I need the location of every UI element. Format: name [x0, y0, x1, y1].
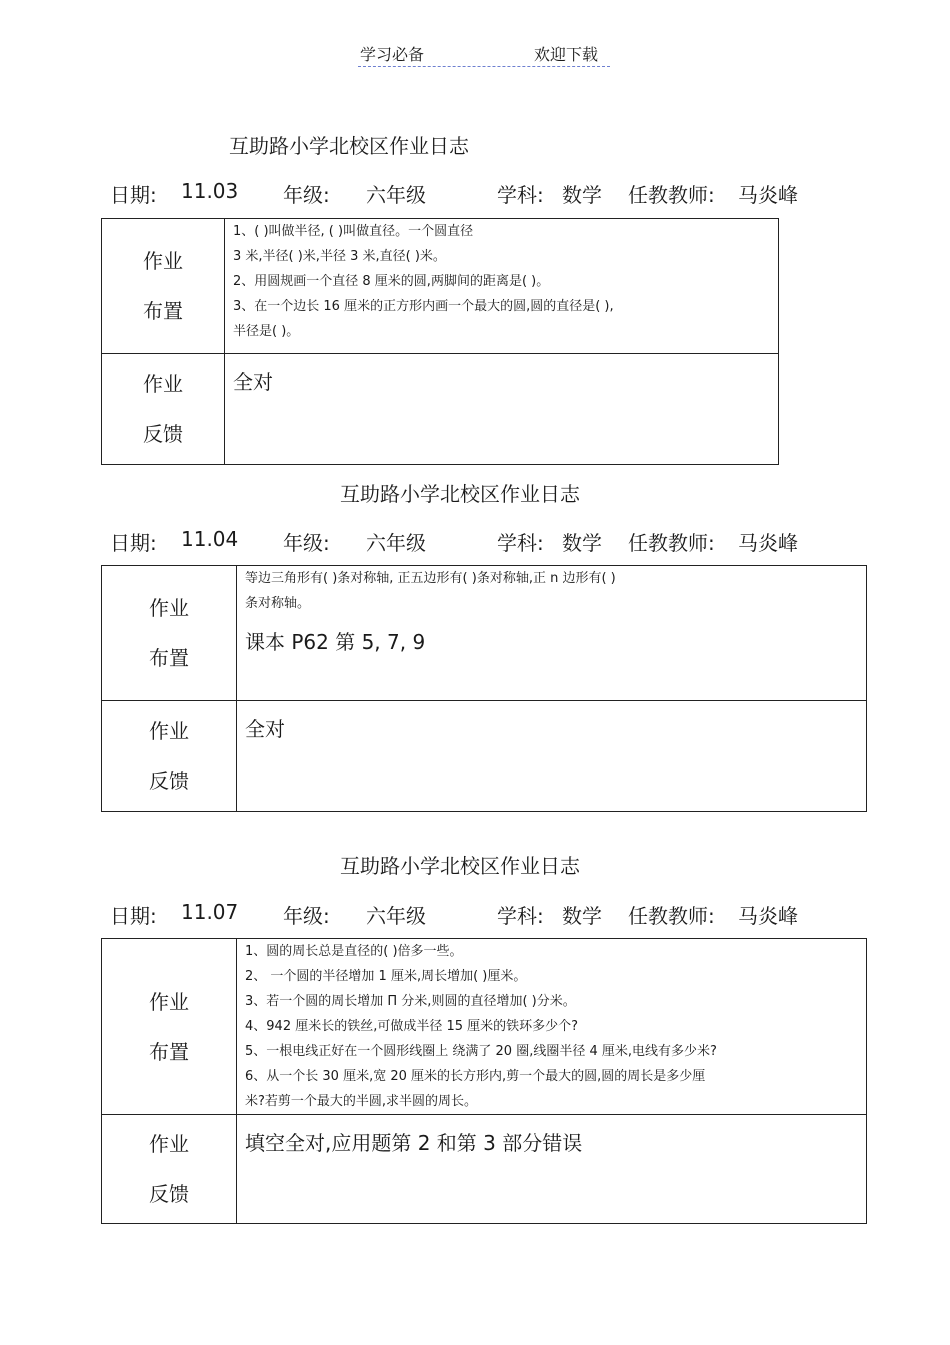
assignment-label: 作业 布置	[102, 939, 237, 1115]
feedback-text: 填空全对,应用题第 2 和第 3 部分错误	[245, 1131, 583, 1155]
grade-label: 年级:	[283, 183, 330, 207]
feedback-label: 作业 反馈	[102, 701, 237, 812]
feedback-text: 全对	[233, 370, 273, 394]
teacher-value: 马炎峰	[738, 183, 798, 207]
assignment-content	[237, 566, 867, 701]
subject-value: 数学	[562, 183, 602, 207]
log-title: 互助路小学北校区作业日志	[340, 854, 580, 878]
feedback-text: 全对	[245, 717, 285, 741]
assignment-line: 米?若剪一个最大的半圆,求半圆的周长。	[245, 1094, 478, 1109]
log-table	[101, 218, 779, 465]
log-table	[101, 938, 867, 1224]
date-value: 11.03	[181, 179, 239, 203]
grade-value: 六年级	[366, 531, 426, 555]
grade-label: 年级:	[283, 904, 330, 928]
subject-label: 学科:	[497, 183, 544, 207]
assignment-label: 作业 布置	[102, 219, 225, 354]
feedback-label: 作业 反馈	[102, 1115, 237, 1224]
assignment-line: 半径是( )。	[233, 324, 300, 339]
subject-value: 数学	[562, 531, 602, 555]
assignment-line: 1、圆的周长总是直径的( )倍多一些。	[245, 944, 463, 959]
feedback-label: 作业 反馈	[102, 354, 225, 465]
teacher-value: 马炎峰	[738, 904, 798, 928]
assignment-line: 4、942 厘米长的铁丝,可做成半径 15 厘米的铁环多少个?	[245, 1019, 579, 1034]
assignment-content	[225, 219, 779, 354]
teacher-value: 马炎峰	[738, 531, 798, 555]
date-label: 日期:	[110, 904, 157, 928]
log-title: 互助路小学北校区作业日志	[229, 134, 469, 158]
subject-label: 学科:	[497, 531, 544, 555]
assignment-line: 6、从一个长 30 厘米,宽 20 厘米的长方形内,剪一个最大的圆,圆的周长是多少厘	[245, 1069, 706, 1084]
page-header-right: 欢迎下载	[534, 45, 599, 64]
page-header	[358, 42, 610, 67]
log-table	[101, 565, 867, 812]
date-value: 11.04	[181, 527, 239, 551]
assignment-line: 2、 一个圆的半径增加 1 厘米,周长增加( )厘米。	[245, 969, 527, 984]
assignment-line: 3、若一个圆的周长增加 Π 分米,则圆的直径增加( )分米。	[245, 994, 576, 1009]
grade-label: 年级:	[283, 531, 330, 555]
teacher-label: 任教教师:	[628, 904, 715, 928]
assignment-content	[237, 939, 867, 1115]
assignment-label: 作业 布置	[102, 566, 237, 701]
log-title: 互助路小学北校区作业日志	[340, 482, 580, 506]
assignment-line: 条对称轴。	[245, 596, 311, 611]
feedback-content	[237, 701, 867, 812]
grade-value: 六年级	[366, 904, 426, 928]
assignment-line: 3 米,半径( )米,半径 3 米,直径( )米。	[233, 249, 446, 264]
subject-value: 数学	[562, 904, 602, 928]
page-header-left: 学习必备	[360, 45, 425, 64]
assignment-line: 3、在一个边长 16 厘米的正方形内画一个最大的圆,圆的直径是( ),	[233, 299, 614, 314]
date-label: 日期:	[110, 183, 157, 207]
teacher-label: 任教教师:	[628, 183, 715, 207]
subject-label: 学科:	[497, 904, 544, 928]
assignment-line: 等边三角形有( )条对称轴, 正五边形有( )条对称轴,正 n 边形有( )	[245, 571, 616, 586]
feedback-content	[225, 354, 779, 465]
assignment-line: 1、( )叫做半径, ( )叫做直径。一个圆直径	[233, 224, 474, 239]
feedback-content	[237, 1115, 867, 1224]
grade-value: 六年级	[366, 183, 426, 207]
teacher-label: 任教教师:	[628, 531, 715, 555]
assignment-line: 2、用圆规画一个直径 8 厘米的圆,两脚间的距离是( )。	[233, 274, 550, 289]
date-value: 11.07	[181, 900, 239, 924]
date-label: 日期:	[110, 531, 157, 555]
assignment-extra: 课本 P62 第 5, 7, 9	[245, 630, 426, 654]
assignment-line: 5、一根电线正好在一个圆形线圈上 绕满了 20 圈,线圈半径 4 厘米,电线有多少米?	[245, 1044, 717, 1059]
